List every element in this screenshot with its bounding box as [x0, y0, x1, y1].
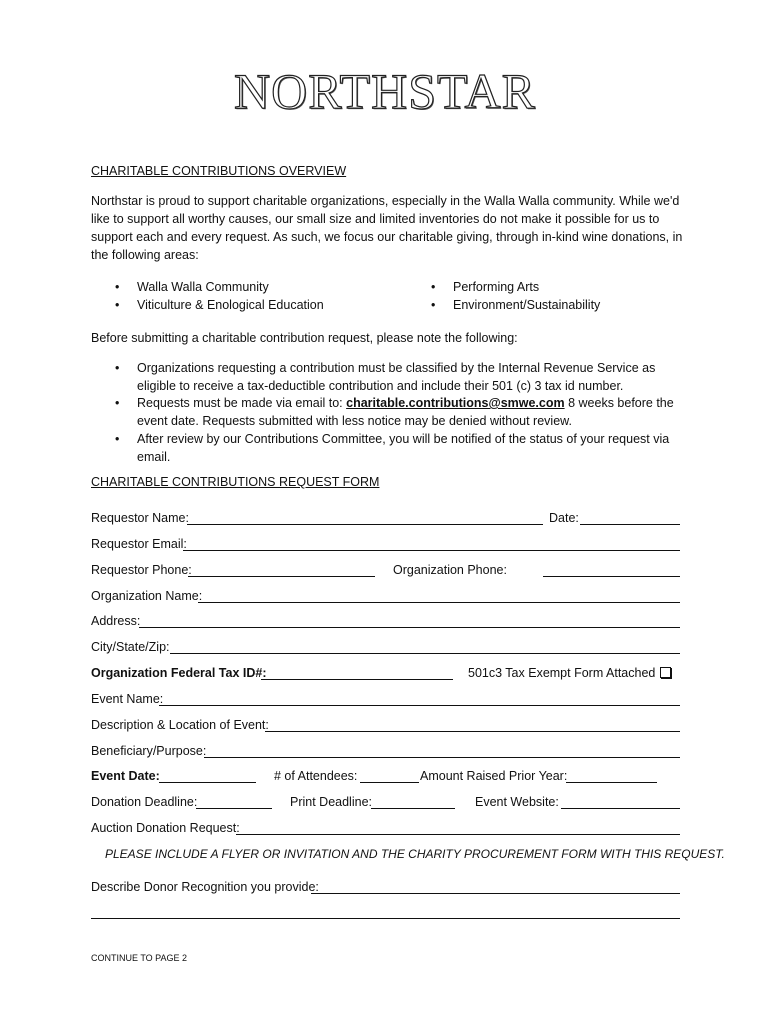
note-item [91, 394, 697, 430]
event-website-label: Event Website: [475, 795, 559, 809]
event-name-field[interactable] [159, 705, 680, 706]
amount-raised-label: Amount Raised Prior Year: [420, 769, 568, 783]
organization-name-field[interactable] [198, 602, 680, 603]
auction-request-field[interactable] [236, 834, 680, 835]
note-item: • Organizations requesting a contribution must be classified by the Internal Revenue Service as eligible to receive a tax-deductible contribution and include their 501 (c) 3 tax id number. [91, 359, 697, 395]
northstar-logo [0, 62, 770, 120]
attendees-label: # of Attendees: [274, 769, 358, 783]
date-field[interactable] [580, 524, 680, 525]
exempt-form-checkbox[interactable] [660, 667, 671, 678]
note-item: • After review by our Contributions Committee, you will be notified of the status of your request via email. [91, 430, 697, 466]
area-item: • Viticulture & Enological Education [91, 296, 324, 314]
note-text: Requests must be made via email to: [137, 396, 347, 410]
federal-tax-id-label: Organization Federal Tax ID#: [91, 666, 267, 680]
amount-raised-field[interactable] [566, 782, 657, 783]
donor-recognition-field-line2[interactable] [91, 918, 680, 919]
federal-tax-id-field[interactable] [261, 679, 453, 680]
continue-footer: CONTINUE TO PAGE 2 [91, 953, 188, 963]
organization-phone-field[interactable] [543, 576, 680, 577]
print-deadline-field[interactable] [371, 808, 455, 809]
description-location-label: Description & Location of Event: [91, 718, 269, 732]
note-intro: Before submitting a charitable contribution request, please note the following: [91, 331, 518, 345]
requestor-email-label: Requestor Email: [91, 537, 187, 551]
donation-deadline-field[interactable] [196, 808, 272, 809]
area-item: • Walla Walla Community [91, 278, 269, 296]
form-heading: CHARITABLE CONTRIBUTIONS REQUEST FORM [91, 475, 380, 489]
flyer-note: PLEASE INCLUDE A FLYER OR INVITATION AND THE CHARITY PROCUREMENT FORM WITH THIS REQUEST. [105, 847, 725, 861]
requestor-email-field[interactable] [183, 550, 680, 551]
organization-name-label: Organization Name: [91, 589, 203, 603]
address-field[interactable] [139, 627, 680, 628]
address-label: Address: [91, 614, 141, 628]
beneficiary-field[interactable] [204, 757, 680, 758]
exempt-form-label: 501c3 Tax Exempt Form Attached [468, 666, 656, 680]
event-name-label: Event Name: [91, 692, 164, 706]
attendees-field[interactable] [360, 782, 419, 783]
city-state-zip-field[interactable] [170, 653, 680, 654]
beneficiary-label: Beneficiary/Purpose: [91, 744, 207, 758]
overview-heading: CHARITABLE CONTRIBUTIONS OVERVIEW [91, 164, 347, 178]
organization-phone-label: Organization Phone: [393, 563, 507, 577]
date-label: Date: [549, 511, 579, 525]
event-website-field[interactable] [561, 808, 680, 809]
requestor-phone-field[interactable] [188, 576, 375, 577]
exempt-form-row [468, 666, 671, 680]
note-text: 8 weeks before the event date. Requests submitted with less notice may be denied without review. [137, 396, 674, 428]
auction-request-label: Auction Donation Request: [91, 821, 240, 835]
intro-paragraph: Northstar is proud to support charitable organizations, especially in the Walla Walla community. While we'd like to support all worthy causes, our small size and limited inventories do not make it possible for us to support each and every request. As such, we focus our charitable giving, through in-kind wine donations, in the following areas: [91, 194, 683, 262]
logo-text: NORTHSTAR [233, 63, 537, 119]
requestor-name-label: Requestor Name: [91, 511, 189, 525]
area-item: • Environment/Sustainability [407, 296, 600, 314]
requestor-phone-label: Requestor Phone: [91, 563, 192, 577]
contribution-email-link[interactable]: charitable.contributions@smwe.com [346, 396, 565, 410]
city-state-zip-label: City/State/Zip: [91, 640, 170, 654]
donation-deadline-label: Donation Deadline: [91, 795, 198, 809]
requestor-name-field[interactable] [187, 524, 543, 525]
area-item: • Performing Arts [407, 278, 539, 296]
donor-recognition-field[interactable] [311, 893, 680, 894]
event-date-field[interactable] [159, 782, 256, 783]
donor-recognition-label: Describe Donor Recognition you provide: [91, 880, 319, 894]
event-date-label: Event Date: [91, 769, 160, 783]
print-deadline-label: Print Deadline: [290, 795, 372, 809]
description-location-field[interactable] [265, 731, 680, 732]
